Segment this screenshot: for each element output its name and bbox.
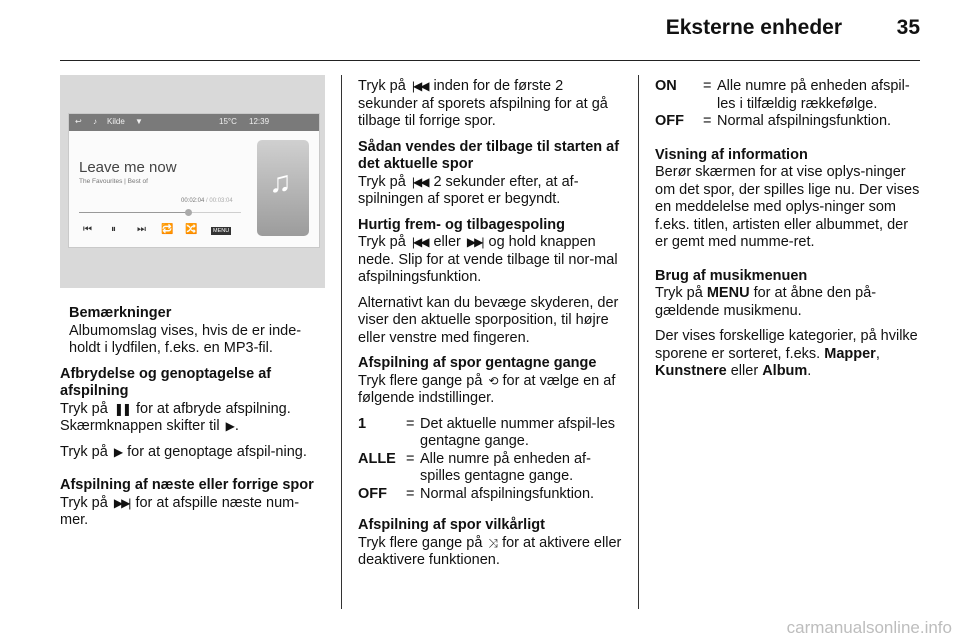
music-note-icon: ♫ — [269, 166, 292, 199]
playback-controls — [77, 224, 245, 240]
paragraph: Alternativt kan du bevæge skyderen, der viser den aktuelle sporposition, til højre eller venstre med fingeren. — [358, 294, 619, 346]
menu-key: MENU — [706, 285, 750, 301]
dropdown-icon: ▼ — [135, 117, 143, 126]
option-value: Alle numre på enheden afspil-les i tilfældig rækkefølge. — [717, 78, 910, 112]
shuffle-icon: 🔀 — [185, 224, 198, 235]
text: inden for de første 2 sekunder af sporets afspilning for at gå tilbage til forrige spor. — [358, 78, 608, 129]
text: eller — [433, 234, 461, 250]
equals: = — [406, 485, 415, 502]
column-1 — [60, 305, 325, 538]
elapsed-time: 00:02:04 — [181, 198, 205, 204]
header-divider — [60, 60, 920, 61]
pause-icon: ❚❚ — [113, 401, 130, 416]
option-value: Det aktuelle nummer afspil-les gentagne gange. — [420, 415, 616, 449]
shuffle-icon: ⤨ — [488, 535, 497, 550]
infotainment-screen — [68, 113, 320, 248]
music-note-icon: ♪ — [93, 117, 97, 126]
next-track-icon: ▶▶| — [466, 235, 483, 249]
text: Tryk på — [358, 173, 406, 190]
screen-illustration — [60, 75, 325, 288]
option-key: ON — [655, 78, 677, 94]
heading-music-menu: Brug af musikmenuen — [655, 267, 808, 284]
song-subtitle: The Favourites | Best of — [79, 178, 148, 185]
status-bar — [69, 114, 319, 131]
equals: = — [703, 78, 712, 94]
source-label: Kilde — [107, 117, 125, 126]
previous-track-icon: |◀◀ — [411, 235, 428, 249]
heading-info-display: Visning af information — [655, 146, 808, 163]
previous-track-icon: ⏮ — [83, 224, 92, 235]
column-2 — [358, 78, 624, 578]
paragraph — [60, 495, 325, 530]
text: 2 sekunder efter, at af-spilningen af sporet er begyndt. — [358, 173, 579, 207]
text: eller — [726, 363, 763, 379]
option-key: 1 — [358, 415, 367, 432]
column-divider — [638, 75, 639, 609]
equals: = — [703, 113, 712, 129]
equals: = — [406, 415, 415, 432]
option-value: Normal afspilningsfunktion. — [420, 485, 595, 502]
section-title: Eksterne enheder — [665, 16, 842, 39]
text: Tryk på — [358, 78, 406, 94]
menu-button-icon: MENU — [213, 228, 230, 234]
text: Tryk flere gange på — [358, 534, 483, 551]
play-icon: ▶ — [225, 419, 233, 433]
paragraph: Berør skærmen for at vise oplys-ninger om det spor, der spilles lige nu. Der vises en meddelelse med oplys-ninger som f.eks. titlen, artisten eller albummet, der er gemt med numme-ret. — [655, 164, 920, 250]
paragraph — [655, 328, 923, 381]
paragraph — [358, 234, 624, 287]
text: Der vises forskellige kategorier, på hvilke sporene er sorteret, f.eks. — [655, 328, 918, 362]
heading-next-previous: Afspilning af næste eller forrige spor — [60, 477, 314, 493]
text: Tryk på — [60, 400, 108, 417]
repeat-icon: 🔁 — [161, 224, 174, 235]
song-title: Leave me now — [79, 159, 177, 176]
shuffle-options — [655, 78, 923, 131]
clock: 12:39 — [249, 117, 270, 126]
paragraph: Tryk på ❚❚ for at afbryde afspilning. Skærmknappen skifter til ▶ . — [60, 400, 291, 434]
text: for at afbryde afspilning. — [135, 400, 291, 417]
next-track-icon: ▶▶| — [113, 495, 130, 510]
text: for at aktivere eller deaktivere funktionen. — [358, 534, 622, 568]
page-number: 35 — [896, 16, 920, 39]
text: for at åbne den på-gældende musikmenu. — [655, 285, 877, 319]
temperature: 15°C — [219, 117, 237, 126]
text: for at genoptage afspil-ning. — [127, 443, 307, 460]
play-icon: ▶ — [113, 444, 122, 459]
text: , — [875, 345, 880, 362]
category: Album — [762, 363, 808, 379]
text: Skærmknappen skifter til — [60, 418, 220, 434]
pause-icon: ⏸ — [111, 224, 116, 235]
text: Tryk flere gange på — [358, 372, 483, 389]
heading-repeat: Afspilning af spor gentagne gange — [358, 355, 597, 371]
text: Tryk på — [358, 234, 406, 250]
option-row — [358, 451, 624, 486]
option-row — [655, 78, 923, 113]
paragraph — [358, 535, 624, 570]
text: for at afspille næste num-mer. — [60, 494, 300, 528]
option-key: OFF — [358, 485, 387, 502]
paragraph — [358, 78, 624, 131]
text: Tryk på — [655, 285, 703, 301]
next-track-icon: ⏭ — [137, 224, 146, 235]
back-icon: ↩ — [75, 117, 82, 126]
text: og hold knappen nede. Slip for at vende tilbage til nor-mal afspilningsfunktion. — [358, 234, 618, 285]
category: Mapper — [824, 345, 876, 362]
repeat-icon: ⟲ — [488, 373, 497, 388]
column-3 — [655, 78, 923, 389]
paragraph — [358, 373, 624, 408]
option-row — [655, 113, 923, 131]
note-title: Bemærkninger — [69, 305, 172, 321]
heading-shuffle: Afspilning af spor vilkårligt — [358, 517, 545, 533]
progress-knob — [185, 209, 192, 216]
progress-bar — [79, 212, 241, 213]
option-key: ALLE — [358, 450, 396, 467]
option-value: Alle numre på enheden af-spilles gentagne gange. — [420, 450, 591, 484]
previous-track-icon: |◀◀ — [411, 174, 428, 189]
text: Tryk på — [60, 494, 108, 511]
option-key: OFF — [655, 113, 684, 129]
column-divider — [341, 75, 342, 609]
option-row — [358, 486, 624, 504]
text: for at vælge en af følgende indstillinger. — [358, 372, 616, 406]
paragraph — [60, 444, 325, 462]
total-time: / 00:03:04 — [206, 198, 233, 204]
heading-restart-track: Sådan vendes der tilbage til starten af det aktuelle spor — [358, 138, 620, 172]
option-row — [358, 416, 624, 451]
note-body: Albumomslag vises, hvis de er inde-holdt i lydfilen, f.eks. en MP3-fil. — [69, 322, 302, 356]
note-box — [60, 305, 325, 358]
category: Kunstnere — [655, 363, 727, 379]
album-cover — [257, 140, 309, 236]
track-time — [181, 198, 233, 204]
equals: = — [406, 450, 415, 467]
option-value: Normal afspilningsfunktion. — [717, 113, 892, 129]
watermark: carmanualsonline.info — [786, 618, 952, 637]
paragraph — [655, 285, 923, 320]
previous-track-icon: |◀◀ — [411, 79, 428, 93]
repeat-options — [358, 416, 624, 504]
paragraph — [358, 174, 624, 209]
text: Tryk på — [60, 443, 108, 460]
heading-fast-forward-rewind: Hurtig frem- og tilbagespoling — [358, 216, 566, 233]
progress-fill — [79, 212, 188, 213]
text: . — [807, 363, 812, 379]
heading-pause-resume: Afbrydelse og genoptagelse af afspilning — [60, 365, 272, 399]
